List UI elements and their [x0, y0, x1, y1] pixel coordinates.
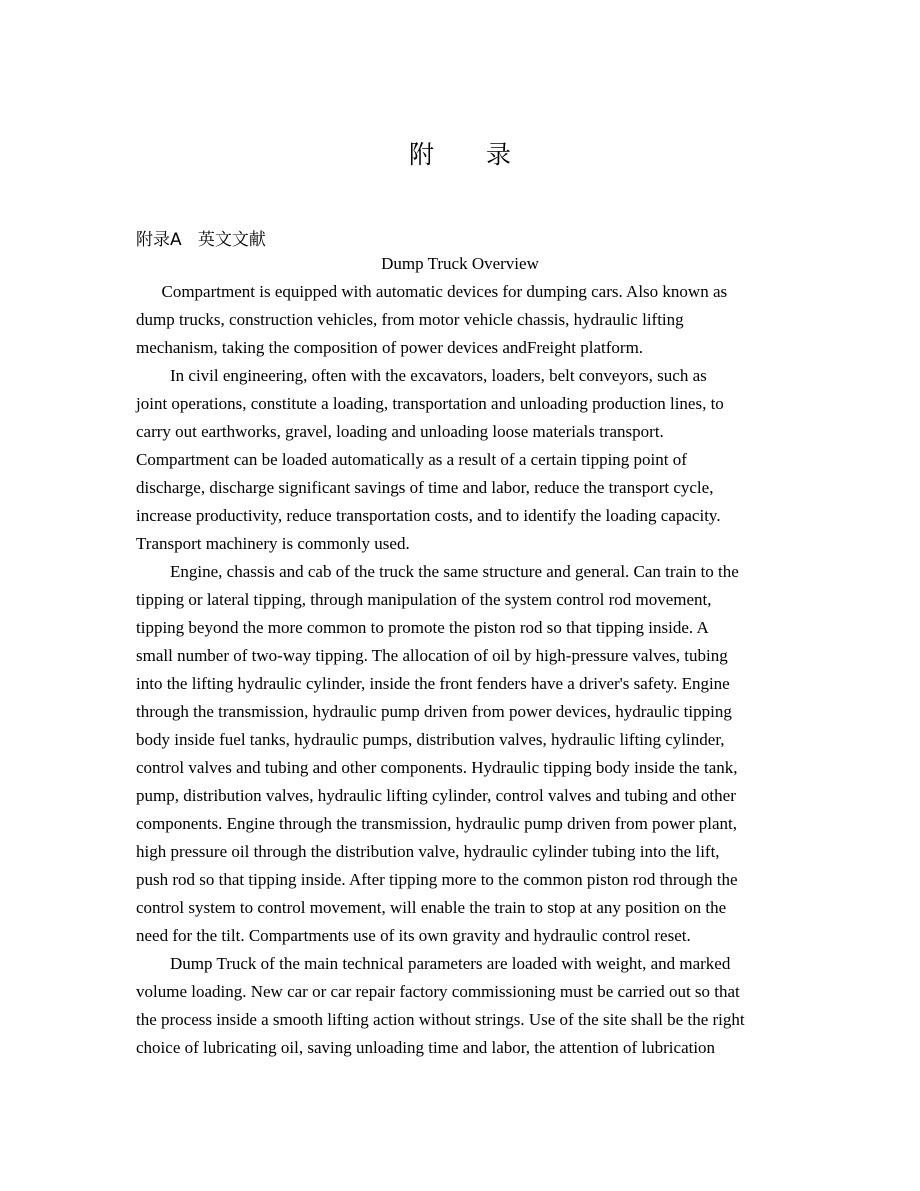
- text-line: high pressure oil through the distribution valve, hydraulic cylinder tubing into the lift,: [136, 842, 720, 861]
- text-line: through the transmission, hydraulic pump driven from power devices, hydraulic tipping: [136, 702, 732, 721]
- article-title: Dump Truck Overview: [381, 254, 539, 273]
- text-line: dump trucks, construction vehicles, from motor vehicle chassis, hydraulic lifting: [136, 310, 684, 329]
- text-line: carry out earthworks, gravel, loading and unloading loose materials transport.: [136, 422, 664, 441]
- section-heading: 附录A 英文文献: [136, 230, 266, 250]
- text-line: tipping beyond the more common to promote the piston rod so that tipping inside. A: [136, 618, 709, 637]
- article-body: [136, 250, 786, 1062]
- text-line: need for the tilt. Compartments use of its own gravity and hydraulic control reset.: [136, 926, 691, 945]
- text-line: push rod so that tipping inside. After tipping more to the common piston rod through the: [136, 870, 738, 889]
- text-line: into the lifting hydraulic cylinder, inside the front fenders have a driver's safety. Engine: [136, 674, 730, 693]
- text-line: the process inside a smooth lifting action without strings. Use of the site shall be the right: [136, 1010, 745, 1029]
- text-line: In civil engineering, often with the excavators, loaders, belt conveyors, such as: [136, 366, 707, 385]
- text-line: components. Engine through the transmission, hydraulic pump driven from power plant,: [136, 814, 738, 833]
- text-line: mechanism, taking the composition of power devices andFreight platform.: [136, 338, 644, 357]
- text-line: Compartment is equipped with automatic devices for dumping cars. Also known as: [136, 282, 728, 301]
- text-line: body inside fuel tanks, hydraulic pumps, distribution valves, hydraulic lifting cylinder,: [136, 730, 725, 749]
- text-line: joint operations, constitute a loading, transportation and unloading production lines, to: [136, 394, 724, 413]
- text-line: discharge, discharge significant savings of time and labor, reduce the transport cycle,: [136, 478, 714, 497]
- text-line: increase productivity, reduce transportation costs, and to identify the loading capacity.: [136, 506, 721, 525]
- text-line: pump, distribution valves, hydraulic lifting cylinder, control valves and tubing and other: [136, 786, 736, 805]
- text-line: Transport machinery is commonly used.: [136, 534, 410, 553]
- text-line: volume loading. New car or car repair factory commissioning must be carried out so that: [136, 982, 740, 1001]
- text-line: small number of two-way tipping. The allocation of oil by high-pressure valves, tubing: [136, 646, 728, 665]
- text-line: tipping or lateral tipping, through manipulation of the system control rod movement,: [136, 590, 712, 609]
- text-line: Engine, chassis and cab of the truck the same structure and general. Can train to the: [136, 562, 739, 581]
- text-line: Dump Truck of the main technical parameters are loaded with weight, and marked: [136, 954, 731, 973]
- text-line: control valves and tubing and other components. Hydraulic tipping body inside the tank,: [136, 758, 738, 777]
- text-line: Compartment can be loaded automatically as a result of a certain tipping point of: [136, 450, 687, 469]
- page-title: 附 录: [409, 140, 533, 169]
- text-line: control system to control movement, will enable the train to stop at any position on the: [136, 898, 727, 917]
- text-line: choice of lubricating oil, saving unloading time and labor, the attention of lubrication: [136, 1038, 716, 1057]
